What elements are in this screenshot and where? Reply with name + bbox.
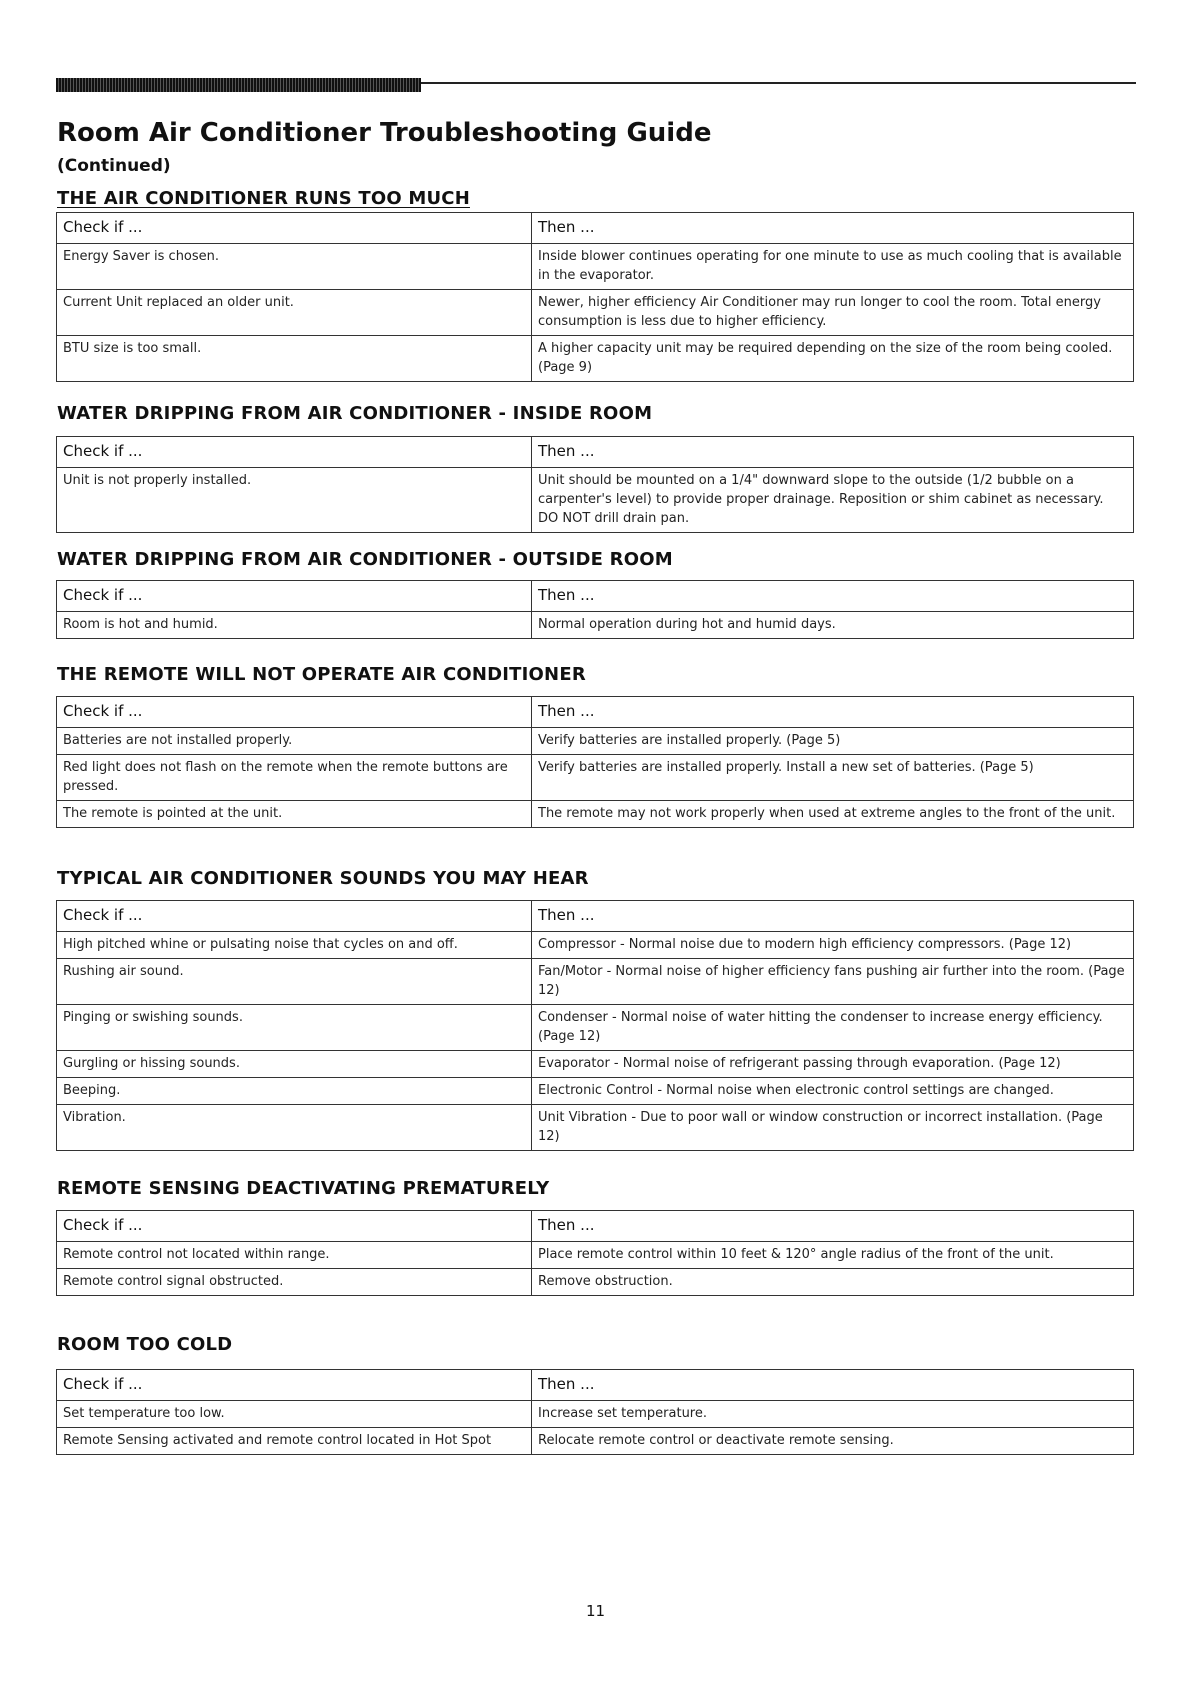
then-cell: Electronic Control - Normal noise when electronic control settings are changed. (532, 1078, 1134, 1105)
check-cell: Room is hot and humid. (57, 612, 532, 639)
column-header-check: Check if ... (57, 697, 532, 728)
then-cell: Relocate remote control or deactivate remote sensing. (532, 1428, 1134, 1455)
table-remote-sensing (56, 1210, 1134, 1296)
table-row (57, 1269, 1134, 1296)
column-header-then: Then ... (532, 1211, 1134, 1242)
page-title: Room Air Conditioner Troubleshooting Guide (57, 118, 712, 148)
table-row (57, 1005, 1134, 1051)
check-cell: Rushing air sound. (57, 959, 532, 1005)
column-header-then: Then ... (532, 581, 1134, 612)
then-cell: Increase set temperature. (532, 1401, 1134, 1428)
section-heading-sounds: TYPICAL AIR CONDITIONER SOUNDS YOU MAY HEAR (57, 868, 589, 889)
table-row (57, 612, 1134, 639)
check-cell: Set temperature too low. (57, 1401, 532, 1428)
column-header-check: Check if ... (57, 213, 532, 244)
then-cell: Verify batteries are installed properly. (Page 5) (532, 728, 1134, 755)
table-row (57, 1428, 1134, 1455)
table-row (57, 1401, 1134, 1428)
table-row (57, 959, 1134, 1005)
table-row (57, 801, 1134, 828)
table-dripping-outside (56, 580, 1134, 639)
table-header-row (57, 437, 1134, 468)
then-cell: Fan/Motor - Normal noise of higher efficiency fans pushing air further into the room. (Page 12) (532, 959, 1134, 1005)
check-cell: Remote control signal obstructed. (57, 1269, 532, 1296)
check-cell: Pinging or swishing sounds. (57, 1005, 532, 1051)
then-cell: Compressor - Normal noise due to modern high efficiency compressors. (Page 12) (532, 932, 1134, 959)
check-cell: Batteries are not installed properly. (57, 728, 532, 755)
table-header-row (57, 581, 1134, 612)
table-header-row (57, 901, 1134, 932)
then-cell: Unit Vibration - Due to poor wall or window construction or incorrect installation. (Page 12) (532, 1105, 1134, 1151)
section-heading-room-too-cold: ROOM TOO COLD (57, 1334, 233, 1355)
table-row (57, 755, 1134, 801)
table-row (57, 336, 1134, 382)
section-heading-runs-too-much: THE AIR CONDITIONER RUNS TOO MUCH (57, 188, 470, 209)
table-row (57, 468, 1134, 533)
table-row (57, 932, 1134, 959)
table-row (57, 1242, 1134, 1269)
column-header-check: Check if ... (57, 1370, 532, 1401)
check-cell: BTU size is too small. (57, 336, 532, 382)
page-subtitle: (Continued) (57, 156, 171, 176)
then-cell: Inside blower continues operating for one minute to use as much cooling that is available in the evaporator. (532, 244, 1134, 290)
table-row (57, 728, 1134, 755)
page-number: 11 (585, 1602, 606, 1620)
column-header-then: Then ... (532, 1370, 1134, 1401)
check-cell: Current Unit replaced an older unit. (57, 290, 532, 336)
table-header-row (57, 213, 1134, 244)
then-cell: Normal operation during hot and humid days. (532, 612, 1134, 639)
column-header-then: Then ... (532, 901, 1134, 932)
then-cell: Newer, higher efficiency Air Conditioner may run longer to cool the room. Total energy consumption is less due to higher efficiency. (532, 290, 1134, 336)
table-row (57, 1078, 1134, 1105)
then-cell: Evaporator - Normal noise of refrigerant passing through evaporation. (Page 12) (532, 1051, 1134, 1078)
check-cell: Remote Sensing activated and remote control located in Hot Spot (57, 1428, 532, 1455)
then-cell: Remove obstruction. (532, 1269, 1134, 1296)
table-header-row (57, 697, 1134, 728)
check-cell: Vibration. (57, 1105, 532, 1151)
then-cell: Place remote control within 10 feet & 120° angle radius of the front of the unit. (532, 1242, 1134, 1269)
column-header-check: Check if ... (57, 437, 532, 468)
check-cell: Gurgling or hissing sounds. (57, 1051, 532, 1078)
then-cell: A higher capacity unit may be required depending on the size of the room being cooled. (Page 9) (532, 336, 1134, 382)
table-header-row (57, 1370, 1134, 1401)
table-room-too-cold (56, 1369, 1134, 1455)
section-heading-remote-sensing: REMOTE SENSING DEACTIVATING PREMATURELY (57, 1178, 550, 1199)
then-cell: Unit should be mounted on a 1/4" downward slope to the outside (1/2 bubble on a carpenter's level) to provide proper drainage. Reposition or shim cabinet as necessary. DO NOT drill drain pan. (532, 468, 1134, 533)
column-header-then: Then ... (532, 213, 1134, 244)
header-bar-decoration (56, 78, 421, 92)
check-cell: Energy Saver is chosen. (57, 244, 532, 290)
check-cell: Unit is not properly installed. (57, 468, 532, 533)
check-cell: Remote control not located within range. (57, 1242, 532, 1269)
check-cell: Beeping. (57, 1078, 532, 1105)
check-cell: High pitched whine or pulsating noise that cycles on and off. (57, 932, 532, 959)
table-sounds (56, 900, 1134, 1151)
table-row (57, 1051, 1134, 1078)
column-header-check: Check if ... (57, 1211, 532, 1242)
table-header-row (57, 1211, 1134, 1242)
column-header-check: Check if ... (57, 901, 532, 932)
section-heading-dripping-outside: WATER DRIPPING FROM AIR CONDITIONER - OUTSIDE ROOM (57, 549, 673, 570)
table-remote-not-operate (56, 696, 1134, 828)
check-cell: The remote is pointed at the unit. (57, 801, 532, 828)
table-dripping-inside (56, 436, 1134, 533)
section-heading-remote-not-operate: THE REMOTE WILL NOT OPERATE AIR CONDITIONER (57, 664, 586, 685)
table-row (57, 244, 1134, 290)
table-row (57, 290, 1134, 336)
table-runs-too-much (56, 212, 1134, 382)
column-header-then: Then ... (532, 437, 1134, 468)
then-cell: Condenser - Normal noise of water hitting the condenser to increase energy efficiency. (Page 12) (532, 1005, 1134, 1051)
then-cell: Verify batteries are installed properly. Install a new set of batteries. (Page 5) (532, 755, 1134, 801)
then-cell: The remote may not work properly when used at extreme angles to the front of the unit. (532, 801, 1134, 828)
section-heading-dripping-inside: WATER DRIPPING FROM AIR CONDITIONER - INSIDE ROOM (57, 403, 653, 424)
table-row (57, 1105, 1134, 1151)
column-header-check: Check if ... (57, 581, 532, 612)
column-header-then: Then ... (532, 697, 1134, 728)
check-cell: Red light does not flash on the remote when the remote buttons are pressed. (57, 755, 532, 801)
